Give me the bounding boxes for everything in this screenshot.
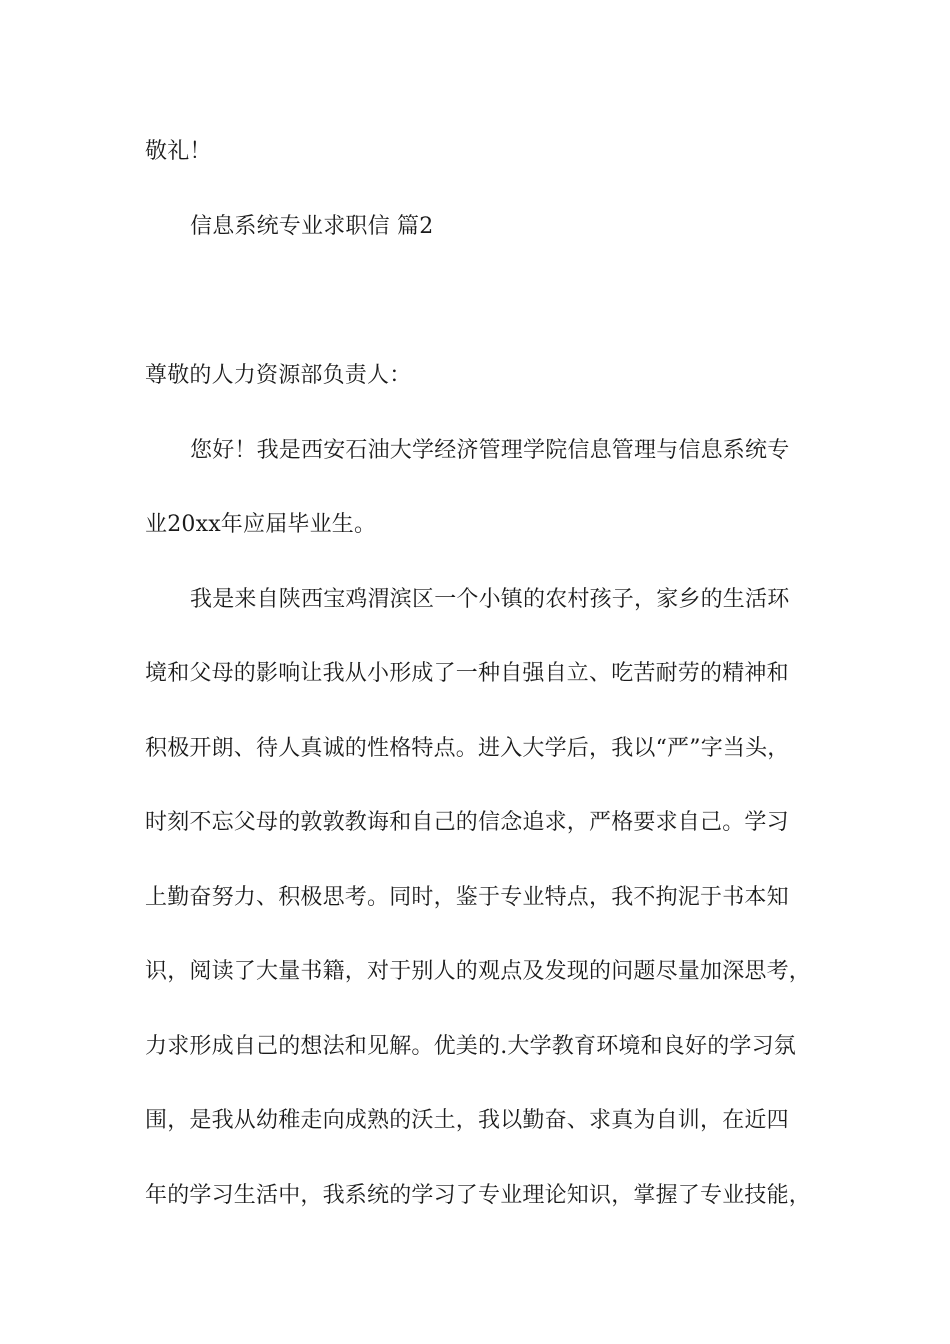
body-line: 力求形成自己的想法和见解。优美的.大学教育环境和良好的学习氛 <box>145 1034 796 1059</box>
body-line: 上勤奋努力、积极思考。同时，鉴于专业特点，我不拘泥于书本知 <box>145 885 789 910</box>
body-line: 业20xx年应届毕业生。 <box>145 512 377 537</box>
salutation-text: 尊敬的人力资源部负责人： <box>145 363 412 388</box>
closing-text: 敬礼！ <box>145 139 212 164</box>
body-line: 年的学习生活中，我系统的学习了专业理论知识，掌握了专业技能， <box>145 1183 812 1208</box>
body-line: 围，是我从幼稚走向成熟的沃土，我以勤奋、求真为自训，在近四 <box>145 1108 789 1133</box>
body-line: 识，阅读了大量书籍，对于别人的观点及发现的问题尽量加深思考， <box>145 959 812 984</box>
section-title: 信息系统专业求职信 篇2 <box>190 214 434 239</box>
body-line: 积极开朗、待人真诚的性格特点。进入大学后，我以“严”字当头， <box>145 736 790 761</box>
body-line: 时刻不忘父母的敦敦教诲和自己的信念追求，严格要求自己。学习 <box>145 810 789 835</box>
body-line: 您好！我是西安石油大学经济管理学院信息管理与信息系统专 <box>190 438 790 463</box>
body-line: 我是来自陕西宝鸡渭滨区一个小镇的农村孩子，家乡的生活环 <box>190 587 790 612</box>
body-line: 境和父母的影响让我从小形成了一种自强自立、吃苦耐劳的精神和 <box>145 661 789 686</box>
